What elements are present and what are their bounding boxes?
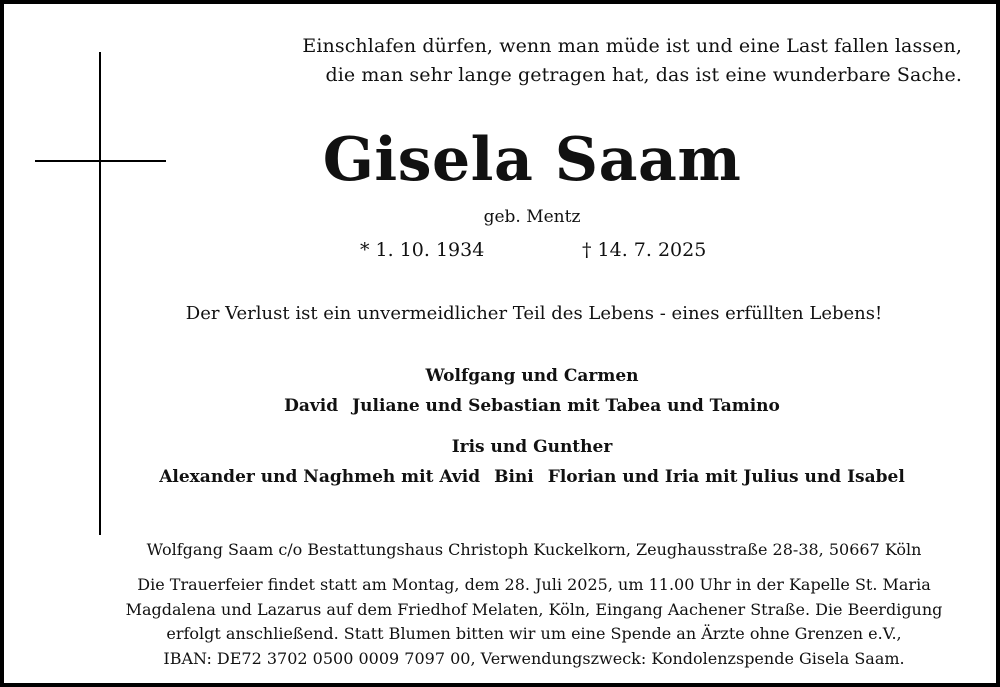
ceremony-line: erfolgt anschließend. Statt Blumen bitten wir um eine Spende an Ärzte ohne Grenzen e.V., xyxy=(166,624,902,643)
motto-line: Einschlafen dürfen, wenn man müde ist und eine Last fallen lassen, xyxy=(302,35,962,57)
family-member: Juliane und Sebastian mit Tabea und Tamino xyxy=(352,396,780,416)
family-line xyxy=(4,393,1000,419)
family-line xyxy=(4,464,1000,490)
birth-date: * 1. 10. 1934 xyxy=(360,239,485,261)
ceremony-line: Die Trauerfeier findet statt am Montag, dem 28. Juli 2025, um 11.00 Uhr in der Kapelle St. Maria xyxy=(137,575,931,594)
family-line: Wolfgang und Carmen xyxy=(425,366,639,386)
family-member: Alexander und Naghmeh mit Avid xyxy=(159,467,481,487)
ceremony-line: IBAN: DE72 3702 0500 0009 7097 00, Verwendungszweck: Kondolenzspende Gisela Saam. xyxy=(163,648,905,668)
ceremony-info xyxy=(4,573,1000,671)
death-date: † 14. 7. 2025 xyxy=(582,239,707,261)
quote: Der Verlust ist ein unvermeidlicher Teil des Lebens - eines erfüllten Lebens! xyxy=(185,303,883,324)
maiden-name: geb. Mentz xyxy=(483,207,581,227)
motto-line: die man sehr lange getragen hat, das ist eine wunderbare Sache. xyxy=(325,64,962,86)
family-member: David xyxy=(284,396,339,416)
family-member: Bini xyxy=(494,467,534,487)
family-member: Florian und Iria mit Julius und Isabel xyxy=(547,467,905,487)
contact-address: Wolfgang Saam c/o Bestattungshaus Christoph Kuckelkorn, Zeughausstraße 28-38, 50667 Köln xyxy=(146,540,922,559)
family-line: Iris und Gunther xyxy=(451,437,613,457)
motto xyxy=(302,32,962,90)
ceremony-line: Magdalena und Lazarus auf dem Friedhof Melaten, Köln, Eingang Aachener Straße. Die Beerdigung xyxy=(125,599,943,619)
deceased-name: Gisela Saam xyxy=(322,125,742,195)
